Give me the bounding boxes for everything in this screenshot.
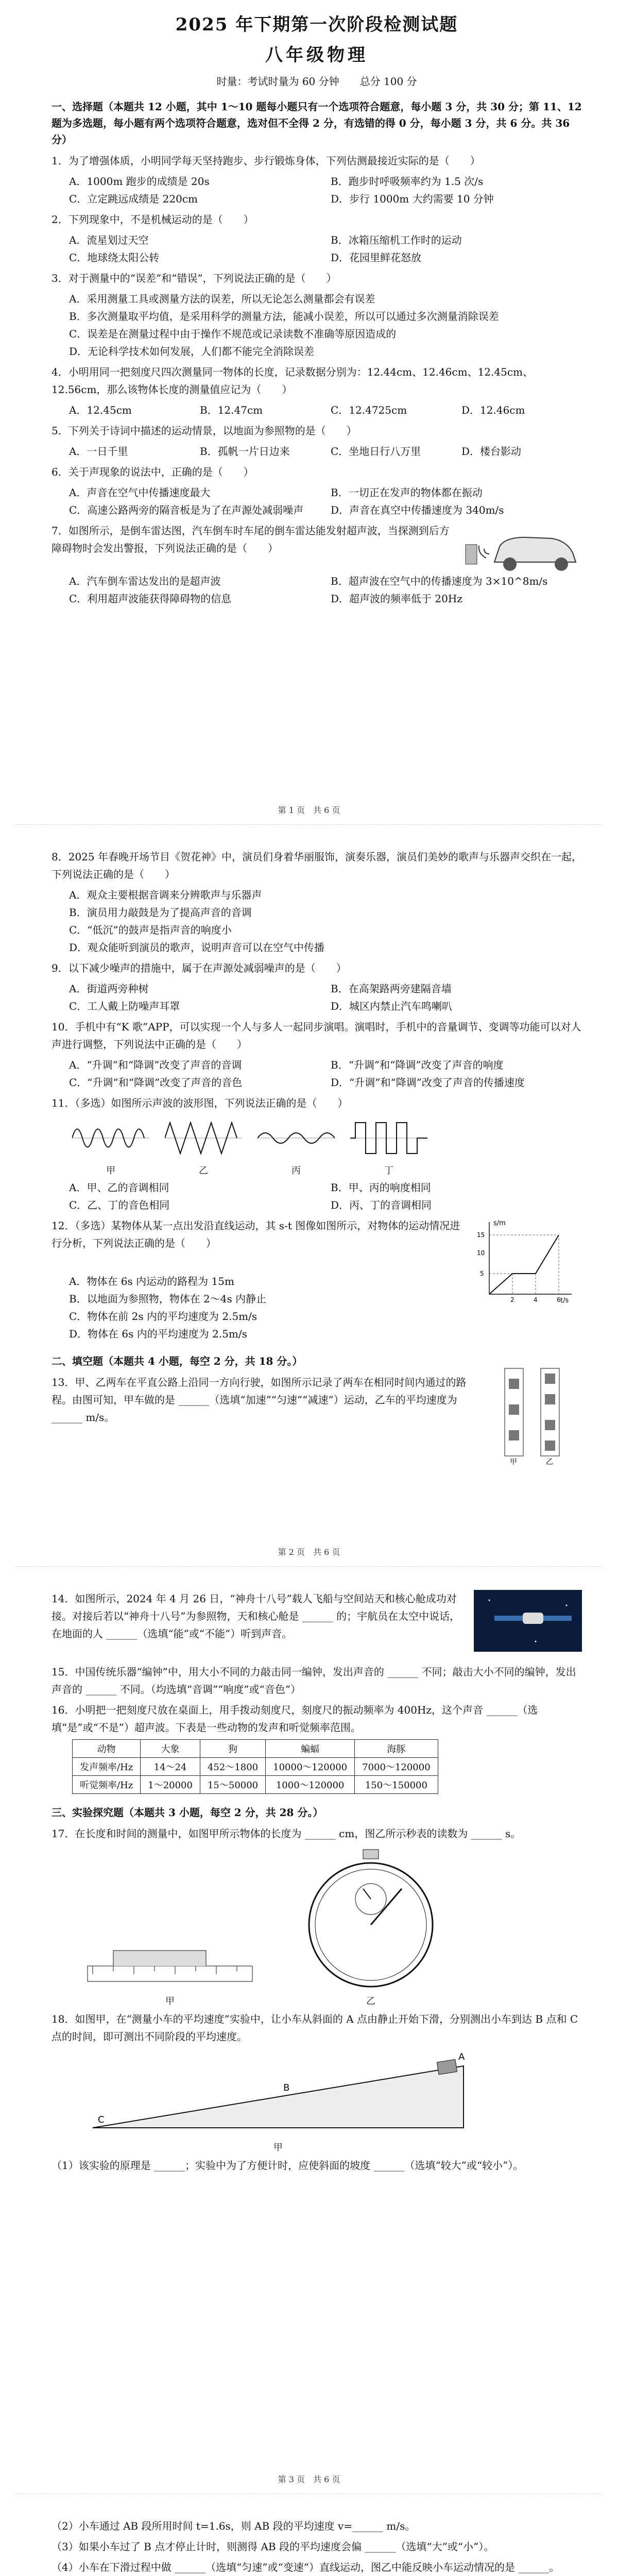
page-footer: 第 3 页 共 6 页 bbox=[278, 2475, 340, 2484]
option[interactable]: A．一日千里 bbox=[69, 445, 128, 457]
page-footer: 第 2 页 共 6 页 bbox=[278, 1547, 340, 1557]
option[interactable]: C．地球绕太阳公转 bbox=[69, 251, 160, 264]
option[interactable]: A．街道两旁种树 bbox=[69, 982, 149, 995]
page-4 bbox=[0, 2514, 618, 2576]
option[interactable]: C．利用超声波能获得障碍物的信息 bbox=[69, 592, 232, 605]
option[interactable]: A．汽车倒车雷达发出的是超声波 bbox=[69, 575, 221, 587]
q17-figures bbox=[82, 1848, 582, 2007]
question-5: 5．下列关于诗词中描述的运动情景，以地面为参照物的是（ ） bbox=[52, 425, 357, 437]
stopwatch-figure: 乙 bbox=[299, 1848, 443, 2007]
option[interactable]: D．“升调”和“降调”改变了声音的传播速度 bbox=[331, 1076, 525, 1089]
option[interactable]: A．“升调”和“降调”改变了声音的音调 bbox=[69, 1059, 242, 1071]
question-8: 8．2025 年春晚开场节目《贺花神》中，演员们身着华丽服饰，演奏乐器，演员们美妙的歌声与乐器声交织在一起，下列说法正确的是（ ） bbox=[52, 851, 582, 880]
option[interactable]: C．误差是在测量过程中由于操作不规范或记录读数不准确等原因造成的 bbox=[69, 328, 397, 340]
option[interactable]: C．立定跳远成绩是 220cm bbox=[69, 193, 198, 205]
waveform-label: 丙 bbox=[291, 1165, 301, 1176]
svg-text:4: 4 bbox=[534, 1296, 538, 1303]
option[interactable]: B．在高架路两旁建隔音墙 bbox=[331, 982, 452, 995]
question-2: 2．下列现象中，不是机械运动的是（ ） bbox=[52, 213, 254, 226]
animal-frequency-table bbox=[72, 1739, 438, 1794]
section-3-heading: 三、实验探究题（本题共 3 小题，每空 2 分，共 28 分。） bbox=[52, 1806, 323, 1819]
q10-options bbox=[69, 1056, 582, 1091]
question-13: 13．甲、乙两车在平直公路上沿同一方向行驶，如图所示记录了两车在相同时间内通过的路程。由图可知，甲车做的是 ______（选填“加速”“匀速”“减速”）运动，乙车的平均速度为 ______ m/s。 bbox=[52, 1376, 467, 1423]
waveform-figures bbox=[72, 1115, 582, 1177]
option[interactable]: C．“升调”和“降调”改变了声音的音色 bbox=[69, 1076, 243, 1089]
option[interactable]: C．12.4725cm bbox=[331, 404, 407, 416]
waveform-jia bbox=[72, 1115, 149, 1177]
svg-text:10: 10 bbox=[477, 1249, 485, 1257]
exam-title: 2025 年下期第一次阶段检测试题 bbox=[175, 14, 458, 35]
ruler-figure: 甲 bbox=[82, 1945, 258, 2007]
q4-options bbox=[69, 401, 582, 419]
section-1-heading: 一、选择题（本题共 12 小题，其中 1～10 题每小题只有一个选项符合题意，每小题 3 分，共 30 分；第 11、12 题为多选题，每小题有两个选项符合题意，选对但不全得 2 分，有选错的得 0 分，每小题 3 分，共 6 分。共 36 分） bbox=[52, 100, 582, 146]
page-2 bbox=[0, 845, 618, 1466]
question-11: 11．（多选）如图所示声波的波形图，下列说法正确的是（ ） bbox=[52, 1097, 348, 1109]
page-separator bbox=[15, 824, 603, 825]
option[interactable]: B．多次测量取平均值，是采用科学的测量方法，能减小误差，所以可以通过多次测量消除误差 bbox=[69, 310, 499, 323]
option[interactable]: C．工人戴上防噪声耳罩 bbox=[69, 1000, 180, 1012]
question-18-part3: （3）如果小车过了 B 点才停止计时，则测得 AB 段的平均速度会偏 ______（选填“大”或“小”）。 bbox=[52, 2540, 494, 2553]
option[interactable]: B．跑步时呼吸频率约为 1.5 次/s bbox=[331, 175, 484, 188]
option[interactable]: D．12.46cm bbox=[461, 404, 525, 416]
question-10: 10．手机中有“K 歌”APP，可以实现一个人与多人一起同步演唱。演唱时，手机中的音量调节、变调等功能可以对人声进行调整，下列说法中正确的是（ ） bbox=[52, 1021, 581, 1050]
exam-subject: 八年级物理 bbox=[265, 45, 368, 65]
waveform-ding bbox=[350, 1115, 427, 1177]
question-12: 12．（多选）某物体从某一点出发沿直线运动，其 s-t 图像如图所示，对物体的运动情况进行分析，下列说法正确的是（ ） bbox=[52, 1219, 460, 1249]
option[interactable]: B．超声波在空气中的传播速度为 3×10^8m/s bbox=[331, 575, 548, 587]
option[interactable]: D．观众能听到演员的歌声，说明声音可以在空气中传播 bbox=[69, 941, 325, 954]
option[interactable]: A．观众主要根据音调来分辨歌声与乐器声 bbox=[69, 889, 262, 901]
page-1 bbox=[0, 10, 618, 609]
q6-options bbox=[69, 484, 582, 519]
option[interactable]: A．1000m 跑步的成绩是 20s bbox=[69, 175, 210, 188]
q11-options bbox=[69, 1179, 582, 1214]
question-16: 16．小明把一把刻度尺放在桌面上，用手拨动刻度尺，刻度尺的振动频率为 400Hz，这个声音 ______（选填“是”或“不是”）超声波。下表是一些动物的发声和听觉频率范围。 bbox=[52, 1704, 538, 1734]
exam-meta: 时量：考试时量为 60 分钟 总分 100 分 bbox=[216, 75, 417, 88]
option[interactable]: D．超声波的频率低于 20Hz bbox=[331, 592, 462, 605]
svg-text:15: 15 bbox=[477, 1231, 485, 1239]
option[interactable]: C．“低沉”的鼓声是指声音的响度小 bbox=[69, 924, 232, 936]
table-row: 发声频率/Hz 14～24 452～1800 10000～120000 7000～120000 bbox=[73, 1758, 438, 1776]
question-14: 14．如图所示，2024 年 4 月 26 日，“神舟十八号”载人飞船与空间站天和核心舱成功对接。对接后若以“神舟十八号”为参照物，天和核心舱是 ______ 的；宇航员在太空中说话，在地面的人 ______（选填“能”或“不能”）听到声音。 bbox=[52, 1592, 460, 1640]
option[interactable]: D．花园里鲜花怒放 bbox=[331, 251, 422, 264]
option[interactable]: A．声音在空气中传播速度最大 bbox=[69, 486, 211, 499]
waveform-label: 甲 bbox=[106, 1165, 115, 1176]
question-3: 3．对于测量中的“误差”和“错误”，下列说法正确的是（ ） bbox=[52, 272, 337, 284]
waveform-bing bbox=[258, 1115, 335, 1177]
question-1: 1．为了增强体质，小明同学每天坚持跑步、步行锻炼身体，下列估测最接近实际的是（ ） bbox=[52, 155, 480, 167]
option[interactable]: B．孤帆一片日边来 bbox=[200, 445, 290, 457]
car-label: 乙 bbox=[546, 1458, 553, 1466]
two-cars-figure bbox=[494, 1363, 572, 1466]
axis-label-x: t/s bbox=[560, 1297, 569, 1304]
q8-options bbox=[69, 886, 582, 956]
option[interactable]: D．丙、丁的音调相同 bbox=[331, 1199, 432, 1211]
option[interactable]: D．城区内禁止汽车鸣喇叭 bbox=[331, 1000, 453, 1012]
question-18-part4: （4）小车在下滑过程中做 ______（选填“匀速”或“变速”）直线运动，图乙中能反映小车运动情况的是 ______。 bbox=[52, 2561, 560, 2573]
incline-figure: A B C 甲 bbox=[82, 2050, 582, 2154]
q3-options bbox=[69, 290, 582, 360]
axis-label-y: s/m bbox=[493, 1219, 506, 1227]
table-row: 动物 大象 狗 蝙蝠 海豚 bbox=[73, 1740, 438, 1758]
question-18: 18．如图甲，在“测量小车的平均速度”实验中，让小车从斜面的 A 点由静止开始下滑，分别测出小车到达 B 点和 C 点的时间，即可测出不同阶段的平均速度。 bbox=[52, 2013, 578, 2043]
option[interactable]: B．“升调”和“降调”改变了声音的响度 bbox=[331, 1059, 504, 1071]
page-separator bbox=[15, 1566, 603, 1567]
question-7: 7．如图所示，是倒车雷达图，汽车倒车时车尾的倒车雷达能发射超声波，当探测到后方障碍物时会发出警报，下列说法正确的是（ ） bbox=[52, 524, 450, 554]
option[interactable]: A．甲、乙的音调相同 bbox=[69, 1181, 169, 1194]
st-graph bbox=[474, 1217, 577, 1304]
option[interactable]: D．物体在 6s 内的平均速度为 2.5m/s bbox=[69, 1328, 247, 1340]
point-label: A bbox=[458, 2052, 465, 2062]
option[interactable]: A．流星划过天空 bbox=[69, 234, 149, 246]
option[interactable]: C．高速公路两旁的隔音板是为了在声源处减弱噪声 bbox=[69, 504, 304, 516]
svg-text:2: 2 bbox=[510, 1296, 514, 1303]
option[interactable]: A．采用测量工具或测量方法的误差，所以无论怎么测量都会有误差 bbox=[69, 293, 375, 305]
option[interactable]: B．12.47cm bbox=[200, 404, 263, 416]
waveform-label: 乙 bbox=[199, 1165, 208, 1176]
option[interactable]: B．演员用力敲鼓是为了提高声音的音调 bbox=[69, 906, 252, 919]
section-2-heading: 二、填空题（本题共 4 小题，每空 2 分，共 18 分。） bbox=[52, 1355, 303, 1367]
table-row: 听觉频率/Hz 1～20000 15～50000 1000～120000 150～150000 bbox=[73, 1776, 438, 1794]
page-3 bbox=[0, 1587, 618, 2177]
svg-text:5: 5 bbox=[480, 1270, 484, 1277]
q9-options bbox=[69, 980, 582, 1015]
option[interactable]: B．以地面为参照物，物体在 2～4s 内静止 bbox=[69, 1293, 267, 1305]
option[interactable]: D．楼台影动 bbox=[461, 445, 522, 457]
option[interactable]: B．一切正在发声的物体都在振动 bbox=[331, 486, 483, 499]
point-label: B bbox=[283, 2082, 290, 2093]
option[interactable]: D．步行 1000m 大约需要 10 分钟 bbox=[331, 193, 494, 205]
reversing-car-figure bbox=[464, 522, 582, 579]
option[interactable]: C．坐地日行八万里 bbox=[331, 445, 421, 457]
option[interactable]: A．物体在 6s 内运动的路程为 15m bbox=[69, 1275, 234, 1287]
space-station-figure bbox=[474, 1590, 582, 1652]
option[interactable]: A．12.45cm bbox=[69, 404, 132, 416]
svg-text:6: 6 bbox=[557, 1296, 561, 1303]
waveform-yi bbox=[165, 1115, 242, 1177]
q2-options bbox=[69, 231, 582, 266]
option[interactable]: B．冰箱压缩机工作时的运动 bbox=[331, 234, 462, 246]
question-17: 17．在长度和时间的测量中，如图甲所示物体的长度为 ______ cm，图乙所示秒表的读数为 ______ s。 bbox=[52, 1827, 521, 1840]
option[interactable]: D．无论科学技术如何发展，人们都不能完全消除误差 bbox=[69, 345, 315, 358]
option[interactable]: C．物体在前 2s 内的平均速度为 2.5m/s bbox=[69, 1310, 258, 1323]
waveform-label: 丁 bbox=[384, 1165, 393, 1176]
question-18-part1: （1）该实验的原理是 ______；实验中为了方便计时，应使斜面的坡度 ______（选填“较大”或“较小”）。 bbox=[52, 2159, 524, 2172]
point-label: C bbox=[98, 2114, 105, 2125]
q5-options bbox=[69, 443, 582, 460]
question-18-part2: （2）小车通过 AB 段所用时间 t=1.6s，则 AB 段的平均速度 v=______ m/s。 bbox=[52, 2520, 416, 2532]
q1-options bbox=[69, 173, 582, 208]
question-4: 4．小明用同一把刻度尺四次测量同一物体的长度，记录数据分别为：12.44cm、12.46cm、12.45cm、12.56cm，那么该物体长度的测量值应记为（ ） bbox=[52, 366, 533, 396]
option[interactable]: B．甲、丙的响度相同 bbox=[331, 1181, 431, 1194]
car-label: 甲 bbox=[510, 1458, 517, 1466]
option[interactable]: C．乙、丁的音色相同 bbox=[69, 1199, 170, 1211]
question-6: 6．关于声现象的说法中，正确的是（ ） bbox=[52, 466, 254, 478]
option[interactable]: D．声音在真空中传播速度为 340m/s bbox=[331, 504, 504, 516]
question-15: 15．中国传统乐器“编钟”中，用大小不同的力敲击同一编钟，发出声音的 ______ 不同；敲击大小不同的编钟，发出声音的 ______ 不同。（均选填“音调”“响度”或“音色”） bbox=[52, 1666, 576, 1696]
question-9: 9．以下减少噪声的措施中，属于在声源处减弱噪声的是（ ） bbox=[52, 962, 347, 974]
page-footer: 第 1 页 共 6 页 bbox=[278, 805, 340, 815]
